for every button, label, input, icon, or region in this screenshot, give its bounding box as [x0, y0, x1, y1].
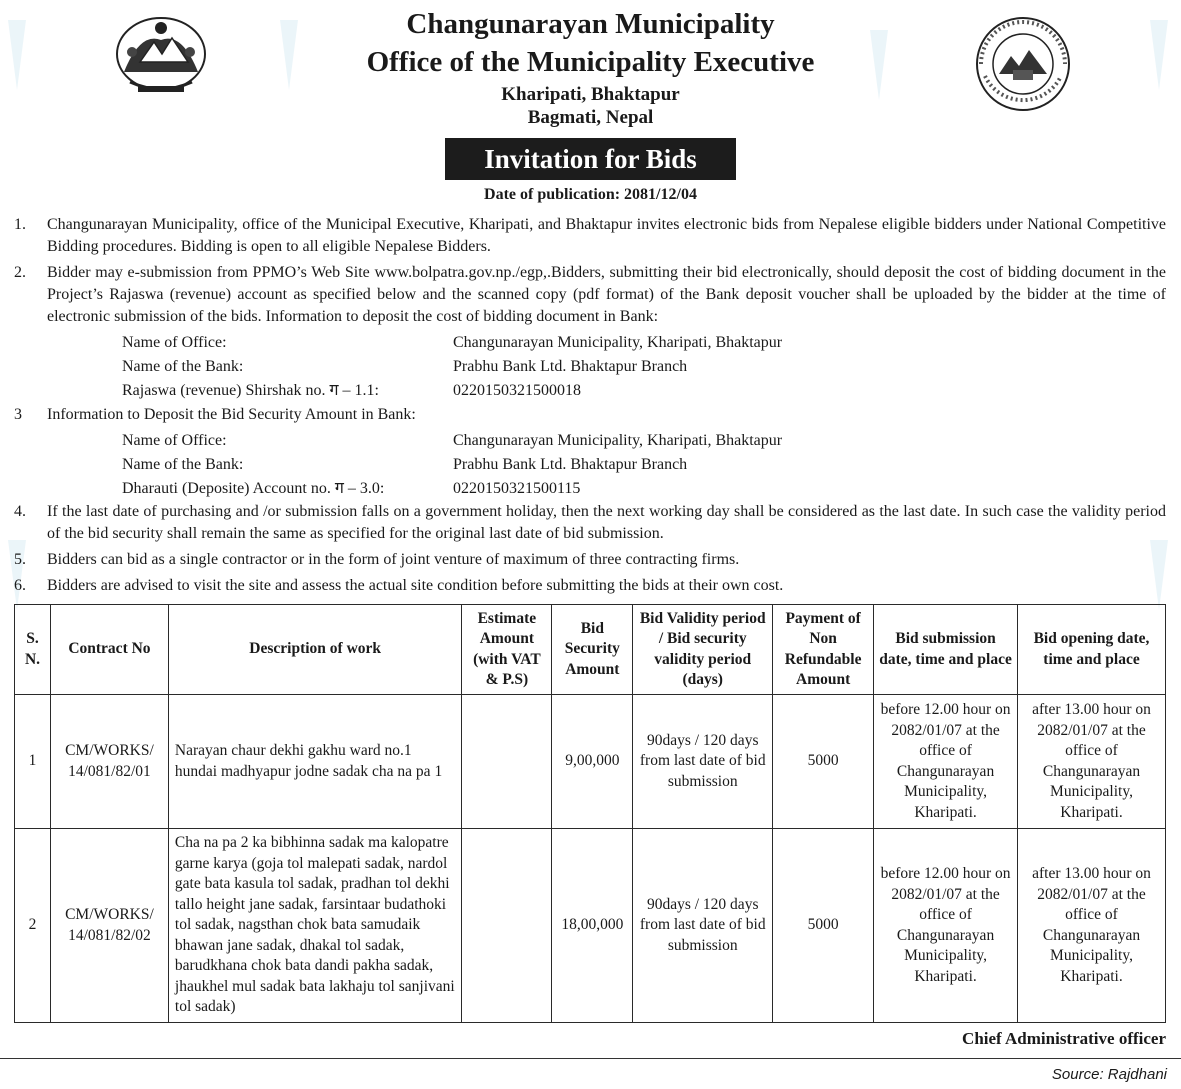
bank-security-value: Changunarayan Municipality, Kharipati, Bhaktapur: [453, 432, 783, 449]
cell-payment: 5000: [773, 829, 874, 1023]
bank-security-label: Name of Office:: [122, 432, 227, 449]
clause-text: Bidders are advised to visit the site and assess the actual site condition before submitting the bids at their own cost.: [47, 577, 784, 594]
clause-text: Bidders can bid as a single contractor or in the form of joint venture of maximum of three contracting firms.: [47, 551, 740, 568]
cell-submission: before 12.00 hour on 2082/01/07 at the office of Changunarayan Municipality, Kharipati.: [874, 829, 1018, 1023]
clause-text: Bidder may e-submission from PPMO’s Web Site www.bolpatra.gov.np./egp,.Bidders, submitting their bid electronically, should deposit the cost of bidding document in the Project’s Rajaswa (revenue) account as specified below and the scanned copy (pdf format) of the Bank deposit voucher shall be uploaded by the bidder at the time of electronic submission of the bids. Information to deposit the cost of bidding document in Bank:: [47, 264, 1166, 325]
cell-contract-no: CM/WORKS/ 14/081/82/02: [50, 829, 168, 1023]
table-row: [15, 695, 1166, 829]
address-line-2: Bagmati, Nepal: [527, 107, 654, 128]
clause-number: 6.: [14, 577, 26, 594]
cell-estimate: [462, 695, 552, 829]
notice-title: Invitation for Bids: [445, 138, 736, 180]
bank-security-label: Dharauti (Deposite) Account no. ग – 3.0:: [122, 480, 385, 497]
bank-security-value: 0220150321500115: [453, 480, 581, 497]
cell-sn: 1: [15, 695, 51, 829]
bids-table: [14, 604, 1166, 1023]
table-header-row: [15, 605, 1166, 695]
column-header: S. N.: [15, 605, 51, 695]
cell-opening: after 13.00 hour on 2082/01/07 at the office of Changunarayan Municipality, Kharipati.: [1018, 695, 1166, 829]
column-header: Bid Validity period / Bid security validity period (days): [633, 605, 773, 695]
bank-cost-value: 0220150321500018: [453, 382, 581, 399]
clause-2: [14, 262, 1166, 328]
clause-number: 2.: [14, 264, 26, 281]
clause-text: Changunarayan Municipality, office of the Municipal Executive, Kharipati, and Bhaktapur invites electronic bids from Nepalese eligible bidders under National Competitive Bidding procedures. Bidding is open to all eligible Nepalese Bidders.: [47, 216, 1166, 255]
clause-6: [14, 575, 1166, 597]
clause-5: [14, 549, 1166, 571]
cell-validity: 90days / 120 days from last date of bid submission: [633, 829, 773, 1023]
cell-validity: 90days / 120 days from last date of bid submission: [633, 695, 773, 829]
cell-bid-security: 9,00,000: [552, 695, 633, 829]
clause-1: [14, 214, 1166, 258]
clause-text: Information to Deposit the Bid Security Amount in Bank:: [47, 406, 416, 423]
column-header: Estimate Amount (with VAT & P.S): [462, 605, 552, 695]
source-credit: Source: Rajdhani: [1051, 1066, 1167, 1083]
clause-number: 5.: [14, 551, 26, 568]
signatory: Chief Administrative officer: [962, 1029, 1166, 1048]
cell-description: Narayan chaur dekhi gakhu ward no.1 hundai madhyapur jodne sadak cha na pa 1: [168, 695, 462, 829]
column-header: Bid Security Amount: [552, 605, 633, 695]
bank-cost-label: Rajaswa (revenue) Shirshak no. ग – 1.1:: [122, 382, 379, 399]
bank-cost-value: Prabhu Bank Ltd. Bhaktapur Branch: [453, 358, 688, 375]
table-row: [15, 829, 1166, 1023]
column-header: Bid submission date, time and place: [874, 605, 1018, 695]
clause-number: 4.: [14, 503, 26, 520]
cell-contract-no: CM/WORKS/ 14/081/82/01: [50, 695, 168, 829]
cell-payment: 5000: [773, 695, 874, 829]
bank-security-label: Name of the Bank:: [122, 456, 244, 473]
cell-description: Cha na pa 2 ka bibhinna sadak ma kalopatre garne karya (goja tol malepati sadak, nardol gate bata kasula tol sadak, pradhan tol dekhi tallo height jane sadak, farsintaar budathoki tol sadak, nagsthan chok bata samudaik bhawan jane sadak, dhakal tol sadak, barudkhana chok bata dandi pakha sadak, jhaukhel mul sadak bata lakhaju tol sanjivani tol sadak): [168, 829, 462, 1023]
clause-text: If the last date of purchasing and /or submission falls on a government holiday, then the next working day shall be considered as the last date. In such case the validity period of the bid security shall remain the same as specified for the original last date of bid submission.: [47, 503, 1166, 542]
clause-number: 1.: [14, 216, 26, 233]
address-line-1: Kharipati, Bhaktapur: [501, 84, 680, 105]
municipality-name: Changunarayan Municipality: [406, 8, 775, 40]
column-header: Description of work: [168, 605, 462, 695]
clause-3: [14, 404, 1166, 426]
office-name: Office of the Municipality Executive: [366, 46, 815, 78]
cell-sn: 2: [15, 829, 51, 1023]
divider: [0, 1058, 1181, 1059]
bank-security-value: Prabhu Bank Ltd. Bhaktapur Branch: [453, 456, 688, 473]
column-header: Contract No: [50, 605, 168, 695]
publication-date: Date of publication: 2081/12/04: [484, 186, 697, 203]
clause-4: [14, 501, 1166, 545]
cell-submission: before 12.00 hour on 2082/01/07 at the office of Changunarayan Municipality, Kharipati.: [874, 695, 1018, 829]
clause-number: 3: [14, 406, 22, 423]
bank-cost-value: Changunarayan Municipality, Kharipati, Bhaktapur: [453, 334, 783, 351]
column-header: Bid opening date, time and place: [1018, 605, 1166, 695]
bank-cost-label: Name of the Bank:: [122, 358, 244, 375]
bank-cost-label: Name of Office:: [122, 334, 227, 351]
cell-opening: after 13.00 hour on 2082/01/07 at the office of Changunarayan Municipality, Kharipati.: [1018, 829, 1166, 1023]
cell-estimate: [462, 829, 552, 1023]
column-header: Payment of Non Refundable Amount: [773, 605, 874, 695]
cell-bid-security: 18,00,000: [552, 829, 633, 1023]
